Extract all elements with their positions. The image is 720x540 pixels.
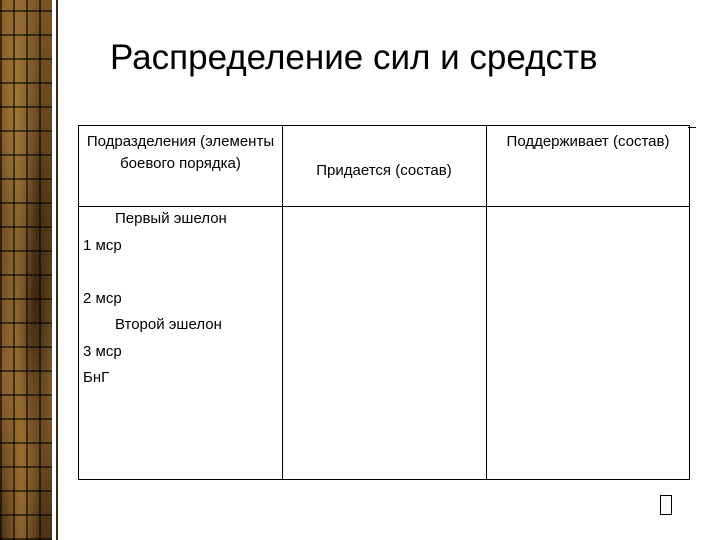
list-item: 1 мср bbox=[83, 236, 122, 254]
slide-title: Распределение сил и средств bbox=[110, 38, 598, 77]
decorative-divider bbox=[56, 0, 58, 540]
column-divider bbox=[486, 126, 487, 479]
units-cell bbox=[83, 206, 227, 392]
list-item bbox=[83, 259, 227, 286]
decorative-side-strip bbox=[0, 0, 52, 540]
list-item: 3 мср bbox=[83, 342, 122, 360]
list-item: Второй эшелон bbox=[115, 316, 222, 333]
list-item: БнГ bbox=[83, 369, 110, 386]
header-attached: Придается (состав) bbox=[316, 162, 452, 179]
forces-table bbox=[78, 125, 690, 480]
header-supports: Поддерживает (состав) bbox=[506, 133, 670, 150]
list-item: 2 мср bbox=[83, 289, 122, 307]
header-units: Подразделения (элементы боевого порядка) bbox=[86, 133, 275, 172]
placeholder-glyph-icon bbox=[660, 495, 672, 515]
list-item: Первый эшелон bbox=[115, 210, 227, 227]
decorative-tick bbox=[688, 127, 696, 128]
